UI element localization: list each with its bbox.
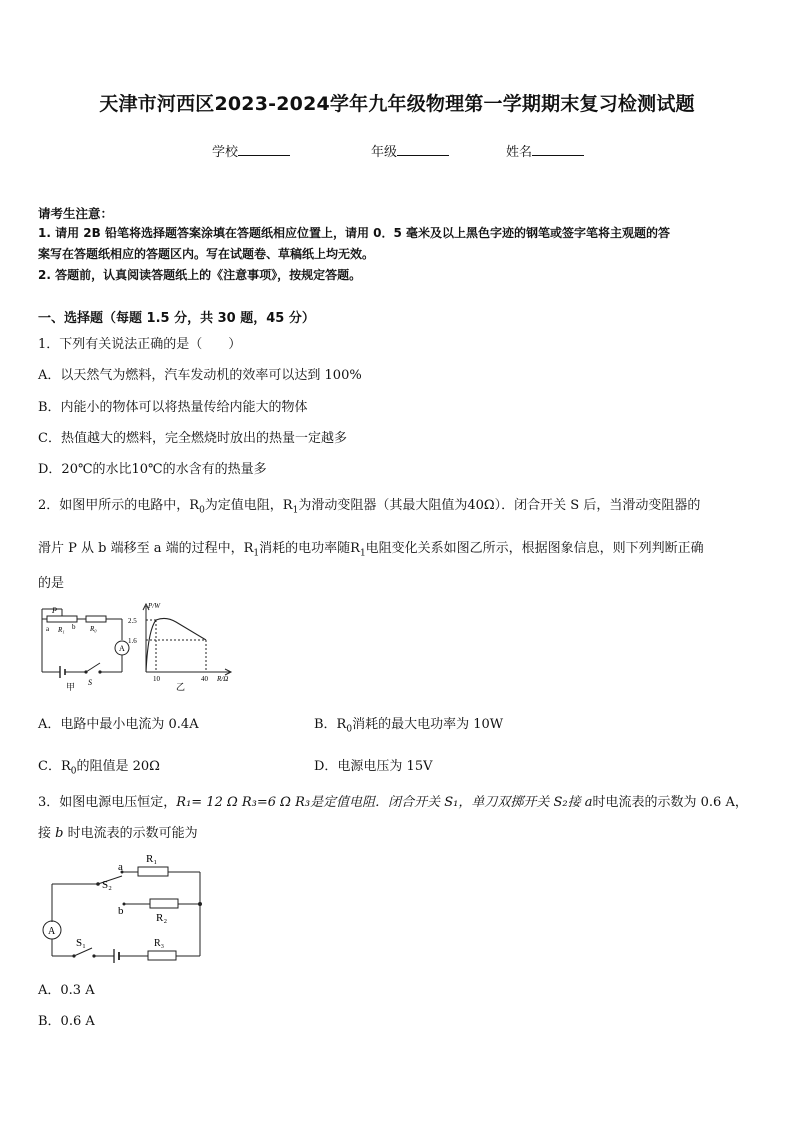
q2-sub: 1 xyxy=(253,548,260,559)
ammeter-label: A xyxy=(48,926,56,937)
q2-line-2-mid: 消耗的电功率随R xyxy=(259,541,360,556)
x-tick-40: 40 xyxy=(201,675,208,683)
label-a: a xyxy=(46,625,50,633)
y-tick-2-5: 2.5 xyxy=(128,617,137,625)
q1-option-a: A．以天然气为燃料，汽车发动机的效率可以达到 100% xyxy=(38,368,362,383)
school-blank xyxy=(238,143,290,156)
label-s1: S₁ xyxy=(76,937,86,949)
ammeter-label: A xyxy=(119,644,125,653)
switch-s1-icon xyxy=(74,948,92,956)
resistor-r3 xyxy=(148,951,176,960)
school-label: 学校 xyxy=(212,145,239,160)
q2-sub: 0 xyxy=(199,505,205,516)
label-p: P xyxy=(52,606,57,615)
name-field xyxy=(506,141,584,160)
q2-line-1-mid2: 为滑动变阻器（其最大阻值为40Ω）．闭合开关 S 后，当滑动变阻器的 xyxy=(298,498,701,513)
q2-option-c-pre: C．R xyxy=(38,759,71,774)
x-axis-label: R/Ω xyxy=(217,675,229,683)
q3-line-1-eq: R₁= 12 Ω R₃=6 Ω R₃是定值电阻．闭合开关 S₁，单刀双掷开关 S₂接 xyxy=(176,795,585,810)
q2-option-b-pre: B．R xyxy=(314,717,347,732)
label-b: b xyxy=(118,905,124,917)
resistor-r2 xyxy=(150,899,178,908)
power-curve xyxy=(146,618,206,672)
switch-icon xyxy=(86,663,100,672)
q2-sub: 0 xyxy=(70,766,77,777)
grade-field xyxy=(371,141,449,160)
notice-heading: 请考生注意： xyxy=(38,206,114,221)
q2-sub: 1 xyxy=(359,548,366,559)
label-b: b xyxy=(72,623,76,631)
q3-line-1 xyxy=(38,791,748,810)
name-blank xyxy=(532,143,584,156)
label-r2: R₂ xyxy=(156,912,168,924)
school-field xyxy=(212,141,290,160)
label-r1: R₁ xyxy=(146,853,158,865)
q2-sub: 1 xyxy=(292,505,299,516)
q2-option-c xyxy=(38,755,160,777)
page-title: 天津市河西区2023-2024学年九年级物理第一学期期末复习检测试题 xyxy=(99,93,695,115)
figure-caption-yi: 乙 xyxy=(176,682,186,692)
figure-caption-jia: 甲 xyxy=(66,682,76,692)
q2-circuit-figure xyxy=(38,600,138,692)
q2-line-1-pre: 2．如图甲所示的电路中，R xyxy=(38,498,200,513)
label-s: S xyxy=(88,678,92,687)
q1-option-c: C．热值越大的燃料，完全燃烧时放出的热量一定越多 xyxy=(38,431,347,446)
q1-option-d: D．20℃的水比10℃的水含有的热量多 xyxy=(38,462,267,477)
q3-option-a: A．0.3 A xyxy=(38,983,95,998)
grade-blank xyxy=(397,143,449,156)
section-heading: 一、选择题（每题 1.5 分，共 30 题，45 分） xyxy=(38,311,315,326)
label-a: a xyxy=(118,861,123,873)
label-r0: R₀ xyxy=(90,625,97,633)
q3-b: b xyxy=(55,826,64,841)
q3-circuit-figure xyxy=(38,848,208,970)
q2-sub: 0 xyxy=(346,724,353,735)
q2-line-3: 的是 xyxy=(38,576,65,591)
x-tick-10: 10 xyxy=(153,675,160,683)
q2-option-b-post: 消耗的最大电功率为 10W xyxy=(352,717,504,732)
q2-power-graph xyxy=(126,600,238,692)
label-r1: R₁ xyxy=(58,626,65,634)
q2-option-b xyxy=(314,713,503,735)
label-r3: R₃ xyxy=(154,938,165,949)
q3-line-2 xyxy=(38,822,198,841)
q2-line-1-mid1: 为定值电阻，R xyxy=(204,498,293,513)
resistor-r0 xyxy=(86,616,106,622)
q3-a: a xyxy=(584,795,593,810)
label-s2: S₂ xyxy=(102,879,112,891)
slider-resistor-r1 xyxy=(47,616,77,622)
q2-line-1 xyxy=(38,494,700,516)
q2-line-2-pre: 滑片 P 从 b 端移至 a 端的过程中，R xyxy=(38,541,254,556)
name-label: 姓名 xyxy=(506,145,533,160)
notice-line-1a: 1. 请用 2B 铅笔将选择题答案涂填在答题纸相应位置上，请用 0．5 毫米及以上黑色字迹的钢笔或签字笔将主观题的答 xyxy=(38,226,670,240)
q3-line-2-post: 时电流表的示数可能为 xyxy=(63,826,198,841)
notice-line-2: 2. 答题前，认真阅读答题纸上的《注意事项》，按规定答题。 xyxy=(38,268,362,282)
resistor-r1 xyxy=(138,867,168,876)
q2-line-2-post: 电阻变化关系如图乙所示，根据图象信息，则下列判断正确 xyxy=(365,541,704,556)
q3-line-2-pre: 接 xyxy=(38,826,56,841)
q2-option-d: D．电源电压为 15V xyxy=(314,759,433,774)
notice-line-1b: 案写在答题纸相应的答题区内。写在试题卷、草稿纸上均无效。 xyxy=(38,247,375,261)
q2-option-c-post: 的阻值是 20Ω xyxy=(76,759,160,774)
y-tick-1-6: 1.6 xyxy=(128,637,137,645)
y-axis-label: P/W xyxy=(148,602,161,610)
q1-option-b: B．内能小的物体可以将热量传给内能大的物体 xyxy=(38,400,308,415)
q2-line-2 xyxy=(38,537,704,559)
q1-stem: 1．下列有关说法正确的是（ ） xyxy=(38,337,242,352)
q3-option-b: B．0.6 A xyxy=(38,1014,95,1029)
q2-option-a: A．电路中最小电流为 0.4A xyxy=(38,717,199,732)
grade-label: 年级 xyxy=(371,145,398,160)
q3-line-1-post: 时电流表的示数为 0.6 A， xyxy=(592,795,748,810)
q3-line-1-pre: 3．如图电源电压恒定， xyxy=(38,795,177,810)
